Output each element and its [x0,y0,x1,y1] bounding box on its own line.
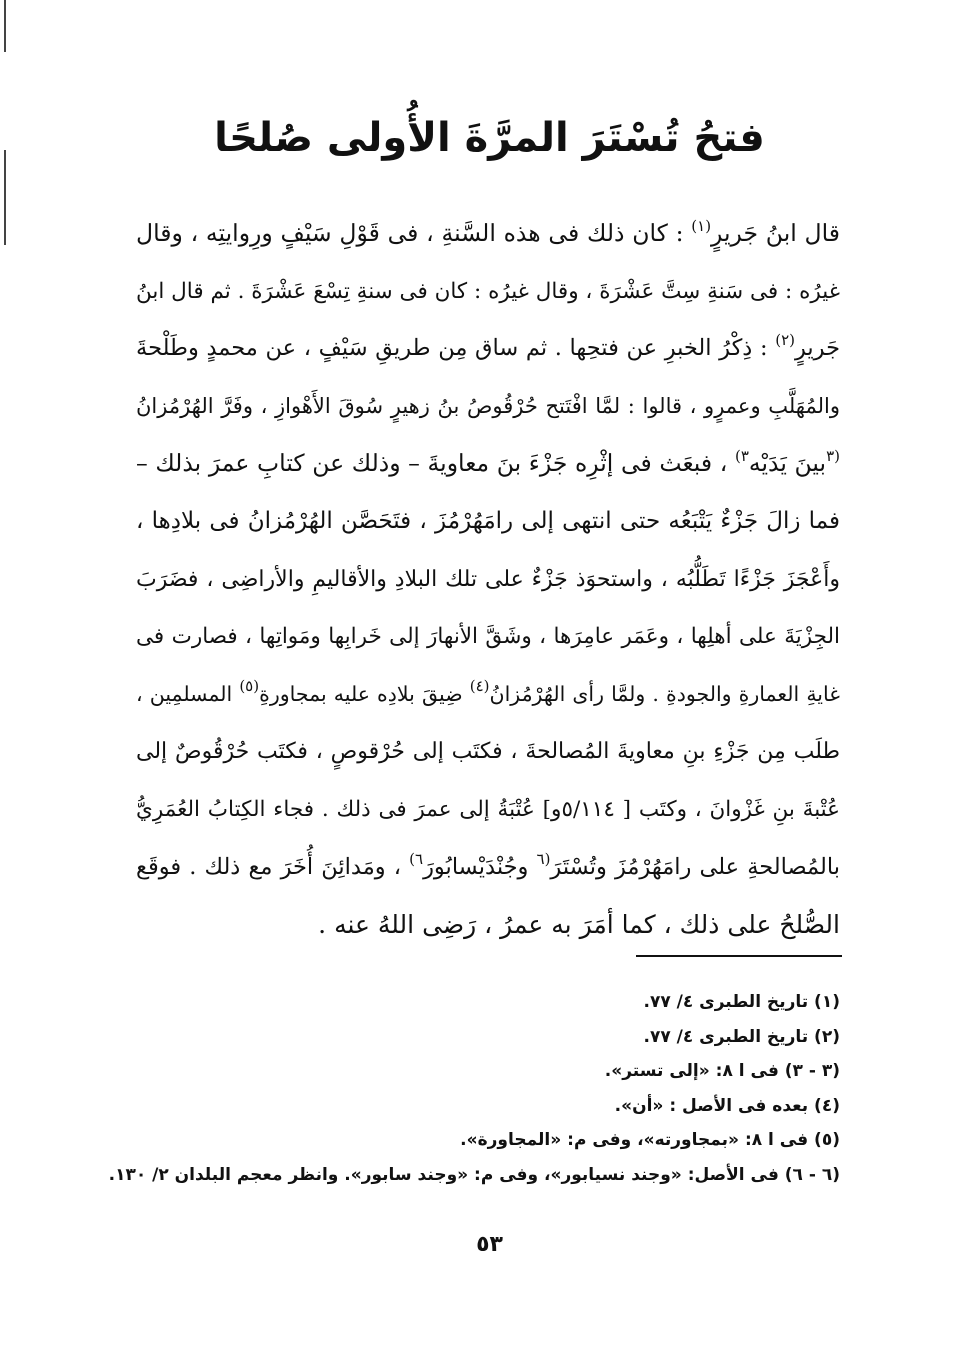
body-line [136,666,840,724]
body-text-segment: غايةِ العمارةِ والجودةِ . ولمَّا رأى الهُرْمُزانُ [489,681,840,706]
body-line [136,493,840,551]
body-line [136,781,840,839]
body-line [136,723,840,781]
body-line [136,551,840,609]
footnote: (٣ - ٣) فى ا ٨: «إلى تستر». [604,1061,840,1081]
body-text-segment: وأَعْجَزَ جَزْءًا تَطَلُّبُه ، واستحوَذ جَزْءٌ على تلك البلادِ والأقاليمِ والأراضِى ، فضَرَبَ [136,566,840,592]
body-text-segment: بالمُصالحةِ على رامَهُرْمُزَ وتُسْتَرَ [550,853,841,880]
footnote-marker: (٥) [239,676,260,695]
body-text-segment: عُتْبةَ بنِ غَزْوانَ ، وكتَب [ ٥/١١٤و] عُتْبَةُ إلى عمرَ فى ذلك . فجاء الكِتابُ العُمَرِيُّ [136,796,841,822]
footnote-marker: ٦) [409,849,424,868]
page-title: فتحُ تُسْتَرَ المرَّةَ الأُولى صُلحًا [214,115,765,161]
body-line [136,896,840,954]
footnote-marker: ٣) [734,447,749,466]
body-text-segment: والمُهَلَّبِ وعمرٍو ، قالوا : لمَّا افْتَتح حُرْقُوصُ بنُ زهيرٍ سُوقَ الأَهْوازِ ، وفَرَّ الهُرْمُزانُ [136,393,840,418]
body-line [136,263,840,321]
body-line [136,839,840,897]
body-text-segment: جَريرٍ [795,335,840,362]
body-text-segment: بينَ يَدَيْه [748,449,827,478]
footnote-marker: (٤) [469,676,490,695]
footnote-marker: (٣ [826,447,840,466]
body-text-segment: ، ومَدائِنَ أُخَرَ مع ذلك . فوقَع [136,853,410,880]
footnote: (٤) بعده فى الأصل : «أن». [614,1095,840,1116]
body-text-segment: غيرُه : فى سَنةِ سِتَّ عَشْرَةَ ، وقال غيرُه : كان فى سنةِ تِسْعَ عَشْرَةَ . ثم قال ابنُ [136,278,840,304]
body-text-segment: فما زالَ جَزْءٌ يَتْبَعُه حتى انتهى إلى رامَهُرْمُزَ ، فتَحَصَّن الهُرْمُزانُ فى بلادِها ، [136,507,840,534]
body-line [136,205,840,263]
body-text-segment: : ذِكْرُ الخبرِ عن فتحِها . ثم ساق مِن طريقِ سَيْفٍ ، عن محمدٍ وطَلْحةَ [136,335,776,362]
footnotes [100,985,840,1192]
footnote: (٥) فى ا ٨: «بمجاورته»، وفى م: «المجاورة». [460,1130,840,1150]
body-text-segment: قال ابنُ جَريرٍ [711,219,841,247]
footnote: (١) تاريخ الطبرى ٤/ ٧٧. [643,992,840,1012]
page-number: ٥٣ [476,1232,503,1257]
footnote: (٦ - ٦) فى الأصل: «وجند نسيابور»، وفى م: «وجند سابور». وانظر معجم البلدان ٢/ ١٣٠. [108,1164,840,1185]
body-text-segment: طلَب مِن جَزْءِ بنِ معاويةَ المُصالحةَ ، فكتَب إلى حُرْقوصٍ ، فكتَب حُرْقُوصٌ إلى [136,739,840,765]
footnote-divider [636,955,842,957]
body-text-segment: وجُنْدَيْسابُورَ [423,853,537,880]
footnote: (٢) تاريخ الطبرى ٤/ ٧٧. [643,1026,840,1047]
footnote-marker: (١) [691,217,712,235]
body-line [136,608,840,666]
body-text-segment: ضِيقَ بلادِه عليه بمجاورةِ [259,681,470,706]
body-text-segment: الصُّلحُ على ذلك ، كما أمَرَ به عمرُ ، رَضِى اللهُ عنه . [318,910,840,940]
footnote-marker: (٦ [536,849,551,868]
body-line [136,378,840,436]
body-text-segment: المسلمِين ، [136,681,240,706]
body-text-segment: الجِزْيَةَ على أهلِها ، وعَمَر عامِرَها ، وشَقَّ الأنهارَ إلى خَرابِها ومَواتِها ، فصارت فى [136,624,840,650]
scan-edge-mark [4,0,6,52]
body-line [136,320,840,378]
body-line [136,435,840,493]
footnote-marker: (٢) [775,331,795,350]
body-text [136,205,840,954]
body-text-segment: : كان ذلك فى هذه السَّنةِ ، فى قَوْلِ سَيْفٍ ورِوايتِه ، وقال [136,219,692,247]
body-text-segment: ، فبعَث فى إثْرِه جَزْءَ بنَ معاويةَ – وذلك عن كتابِ عمرَ بذلك – [136,449,735,478]
